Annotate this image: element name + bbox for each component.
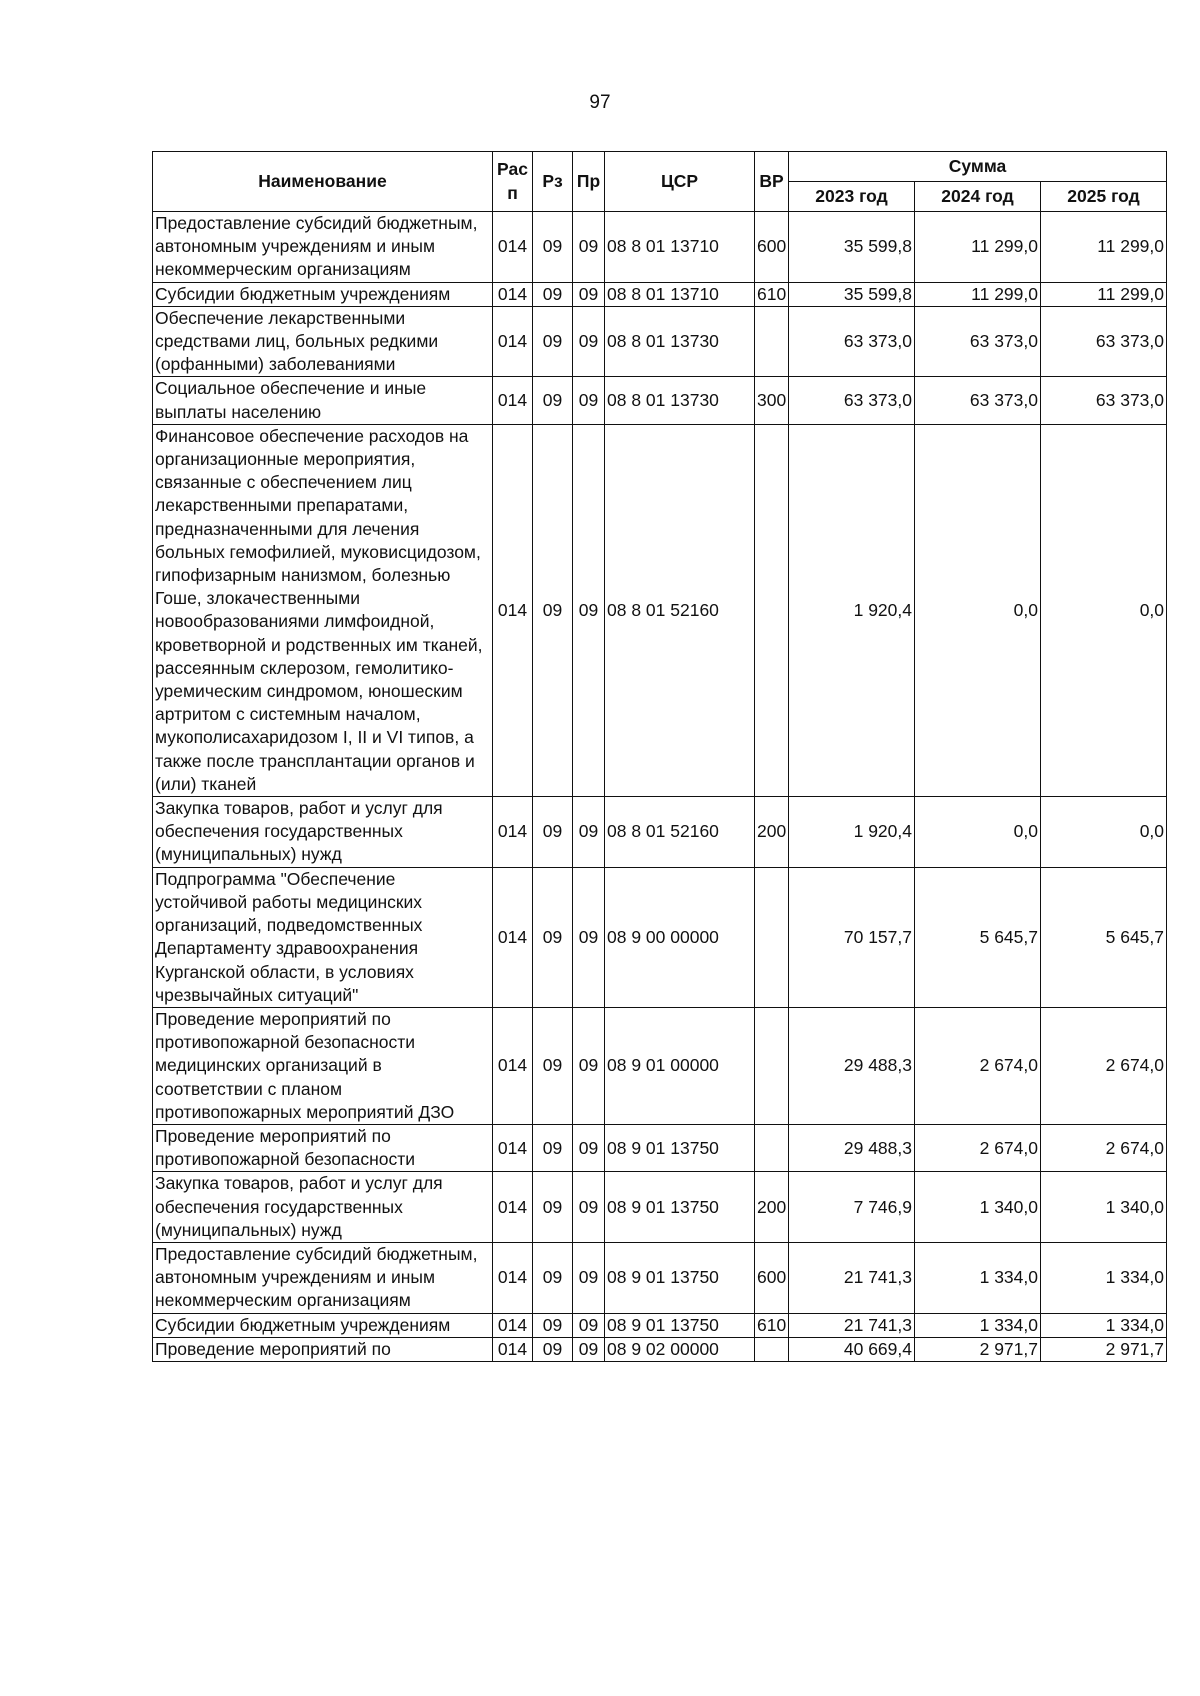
row-pr: 09: [573, 424, 605, 796]
row-pr: 09: [573, 1313, 605, 1337]
row-name: Предоставление субсидий бюджетным, автономным учреждениям и иным некоммерческим организациям: [153, 1242, 493, 1313]
row-sum-2025: 63 373,0: [1041, 306, 1167, 377]
row-sum-2024: 0,0: [915, 797, 1041, 868]
table-row: [153, 1124, 1167, 1171]
row-sum-2025: 2 674,0: [1041, 1124, 1167, 1171]
row-rz: 09: [533, 1242, 573, 1313]
row-sum-2025: 0,0: [1041, 797, 1167, 868]
row-sum-2025: 5 645,7: [1041, 867, 1167, 1007]
row-vr: [755, 1124, 789, 1171]
row-vr: 200: [755, 797, 789, 868]
row-vr: [755, 1007, 789, 1124]
row-rz: 09: [533, 1172, 573, 1243]
row-rasp: 014: [493, 1337, 533, 1361]
row-rasp: 014: [493, 1172, 533, 1243]
row-name: Подпрограмма "Обеспечение устойчивой работы медицинских организаций, подведомственных Департаменту здравоохранения Курганской области, в условиях чрезвычайных ситуаций": [153, 867, 493, 1007]
row-pr: 09: [573, 1007, 605, 1124]
row-vr: [755, 1337, 789, 1361]
row-sum-2023: 1 920,4: [789, 424, 915, 796]
row-pr: 09: [573, 282, 605, 306]
header-year-2024: 2024 год: [915, 182, 1041, 212]
header-year-2025: 2025 год: [1041, 182, 1167, 212]
row-sum-2025: 11 299,0: [1041, 212, 1167, 283]
row-name: Субсидии бюджетным учреждениям: [153, 1313, 493, 1337]
table-row: [153, 1337, 1167, 1361]
row-sum-2025: 0,0: [1041, 424, 1167, 796]
row-sum-2024: 2 971,7: [915, 1337, 1041, 1361]
row-csr: 08 8 01 13710: [605, 282, 755, 306]
row-rasp: 014: [493, 1007, 533, 1124]
row-vr: [755, 867, 789, 1007]
row-sum-2025: 1 340,0: [1041, 1172, 1167, 1243]
row-rz: 09: [533, 212, 573, 283]
row-vr: [755, 306, 789, 377]
row-rz: 09: [533, 1124, 573, 1171]
row-csr: 08 8 01 13730: [605, 377, 755, 424]
row-name: Закупка товаров, работ и услуг для обеспечения государственных (муниципальных) нужд: [153, 797, 493, 868]
row-sum-2023: 35 599,8: [789, 282, 915, 306]
row-rz: 09: [533, 1337, 573, 1361]
row-sum-2024: 11 299,0: [915, 282, 1041, 306]
row-sum-2025: 63 373,0: [1041, 377, 1167, 424]
table-row: [153, 377, 1167, 424]
row-name: Финансовое обеспечение расходов на организационные мероприятия, связанные с обеспечением лиц лекарственными препаратами, предназначенными для лечения больных гемофилией, муковисцидозом, гипофизарным нанизмом, болезнью Гоше, злокачественными новообразованиями лимфоидной, кроветворной и родственных им тканей, рассеянным склерозом, гемолитико-уремическим синдромом, юношеским артритом с системным началом, мукополисахаридозом I, II и VI типов, а также после трансплантации органов и (или) тканей: [153, 424, 493, 796]
row-sum-2024: 63 373,0: [915, 377, 1041, 424]
row-vr: 610: [755, 1313, 789, 1337]
row-sum-2025: 1 334,0: [1041, 1242, 1167, 1313]
row-sum-2024: 1 334,0: [915, 1242, 1041, 1313]
row-rasp: 014: [493, 424, 533, 796]
row-sum-2024: 2 674,0: [915, 1007, 1041, 1124]
row-pr: 09: [573, 1172, 605, 1243]
row-name: Социальное обеспечение и иные выплаты населению: [153, 377, 493, 424]
row-rz: 09: [533, 867, 573, 1007]
row-sum-2024: 2 674,0: [915, 1124, 1041, 1171]
table-row: [153, 1242, 1167, 1313]
row-sum-2023: 21 741,3: [789, 1313, 915, 1337]
row-name: Закупка товаров, работ и услуг для обеспечения государственных (муниципальных) нужд: [153, 1172, 493, 1243]
row-rz: 09: [533, 1313, 573, 1337]
row-name: Проведение мероприятий по противопожарной безопасности: [153, 1124, 493, 1171]
row-csr: 08 8 01 13710: [605, 212, 755, 283]
header-year-2023: 2023 год: [789, 182, 915, 212]
row-rasp: 014: [493, 306, 533, 377]
row-sum-2023: 7 746,9: [789, 1172, 915, 1243]
row-rz: 09: [533, 282, 573, 306]
page-number: 97: [589, 92, 611, 113]
row-rasp: 014: [493, 797, 533, 868]
row-csr: 08 8 01 13730: [605, 306, 755, 377]
row-sum-2023: 35 599,8: [789, 212, 915, 283]
row-sum-2024: 1 334,0: [915, 1313, 1041, 1337]
budget-table: [152, 151, 1167, 1362]
row-rasp: 014: [493, 867, 533, 1007]
row-sum-2025: 1 334,0: [1041, 1313, 1167, 1337]
table-header: [153, 152, 1167, 212]
row-pr: 09: [573, 1124, 605, 1171]
row-sum-2024: 63 373,0: [915, 306, 1041, 377]
row-csr: 08 9 00 00000: [605, 867, 755, 1007]
table-body: [153, 212, 1167, 1362]
row-sum-2024: 1 340,0: [915, 1172, 1041, 1243]
row-sum-2023: 29 488,3: [789, 1007, 915, 1124]
row-sum-2024: 0,0: [915, 424, 1041, 796]
row-vr: 300: [755, 377, 789, 424]
row-name: Предоставление субсидий бюджетным, автономным учреждениям и иным некоммерческим организациям: [153, 212, 493, 283]
row-sum-2023: 40 669,4: [789, 1337, 915, 1361]
table-row: [153, 867, 1167, 1007]
row-csr: 08 8 01 52160: [605, 424, 755, 796]
row-vr: [755, 424, 789, 796]
row-rz: 09: [533, 424, 573, 796]
row-rasp: 014: [493, 1242, 533, 1313]
row-name: Субсидии бюджетным учреждениям: [153, 282, 493, 306]
row-sum-2025: 11 299,0: [1041, 282, 1167, 306]
table-row: [153, 306, 1167, 377]
header-sum: Сумма: [789, 152, 1167, 182]
row-sum-2023: 70 157,7: [789, 867, 915, 1007]
row-rasp: 014: [493, 377, 533, 424]
row-rz: 09: [533, 377, 573, 424]
table-row: [153, 282, 1167, 306]
row-csr: 08 8 01 52160: [605, 797, 755, 868]
row-csr: 08 9 01 13750: [605, 1172, 755, 1243]
row-pr: 09: [573, 306, 605, 377]
header-pr: Пр: [573, 152, 605, 212]
row-sum-2023: 29 488,3: [789, 1124, 915, 1171]
row-rasp: 014: [493, 282, 533, 306]
table-row: [153, 1313, 1167, 1337]
header-rasp: Рас п: [493, 152, 533, 212]
header-name: Наименование: [153, 152, 493, 212]
row-sum-2023: 63 373,0: [789, 306, 915, 377]
header-vr: ВР: [755, 152, 789, 212]
table-row: [153, 424, 1167, 796]
row-vr: 200: [755, 1172, 789, 1243]
header-rz: Рз: [533, 152, 573, 212]
row-sum-2024: 5 645,7: [915, 867, 1041, 1007]
table-row: [153, 797, 1167, 868]
row-csr: 08 9 01 00000: [605, 1007, 755, 1124]
row-sum-2023: 1 920,4: [789, 797, 915, 868]
row-rz: 09: [533, 797, 573, 868]
row-name: Проведение мероприятий по: [153, 1337, 493, 1361]
row-pr: 09: [573, 212, 605, 283]
row-sum-2025: 2 971,7: [1041, 1337, 1167, 1361]
row-pr: 09: [573, 867, 605, 1007]
row-sum-2023: 63 373,0: [789, 377, 915, 424]
row-csr: 08 9 01 13750: [605, 1313, 755, 1337]
header-csr: ЦСР: [605, 152, 755, 212]
row-csr: 08 9 02 00000: [605, 1337, 755, 1361]
row-vr: 600: [755, 1242, 789, 1313]
row-rasp: 014: [493, 1313, 533, 1337]
row-csr: 08 9 01 13750: [605, 1124, 755, 1171]
table-row: [153, 212, 1167, 283]
row-pr: 09: [573, 797, 605, 868]
row-vr: 610: [755, 282, 789, 306]
row-pr: 09: [573, 1337, 605, 1361]
row-name: Обеспечение лекарственными средствами лиц, больных редкими (орфанными) заболеваниями: [153, 306, 493, 377]
row-csr: 08 9 01 13750: [605, 1242, 755, 1313]
row-pr: 09: [573, 1242, 605, 1313]
row-sum-2025: 2 674,0: [1041, 1007, 1167, 1124]
table-row: [153, 1172, 1167, 1243]
row-rasp: 014: [493, 212, 533, 283]
row-rasp: 014: [493, 1124, 533, 1171]
row-rz: 09: [533, 306, 573, 377]
row-sum-2024: 11 299,0: [915, 212, 1041, 283]
row-rz: 09: [533, 1007, 573, 1124]
row-name: Проведение мероприятий по противопожарной безопасности медицинских организаций в соответствии с планом противопожарных мероприятий ДЗО: [153, 1007, 493, 1124]
row-vr: 600: [755, 212, 789, 283]
table-row: [153, 1007, 1167, 1124]
row-pr: 09: [573, 377, 605, 424]
row-sum-2023: 21 741,3: [789, 1242, 915, 1313]
